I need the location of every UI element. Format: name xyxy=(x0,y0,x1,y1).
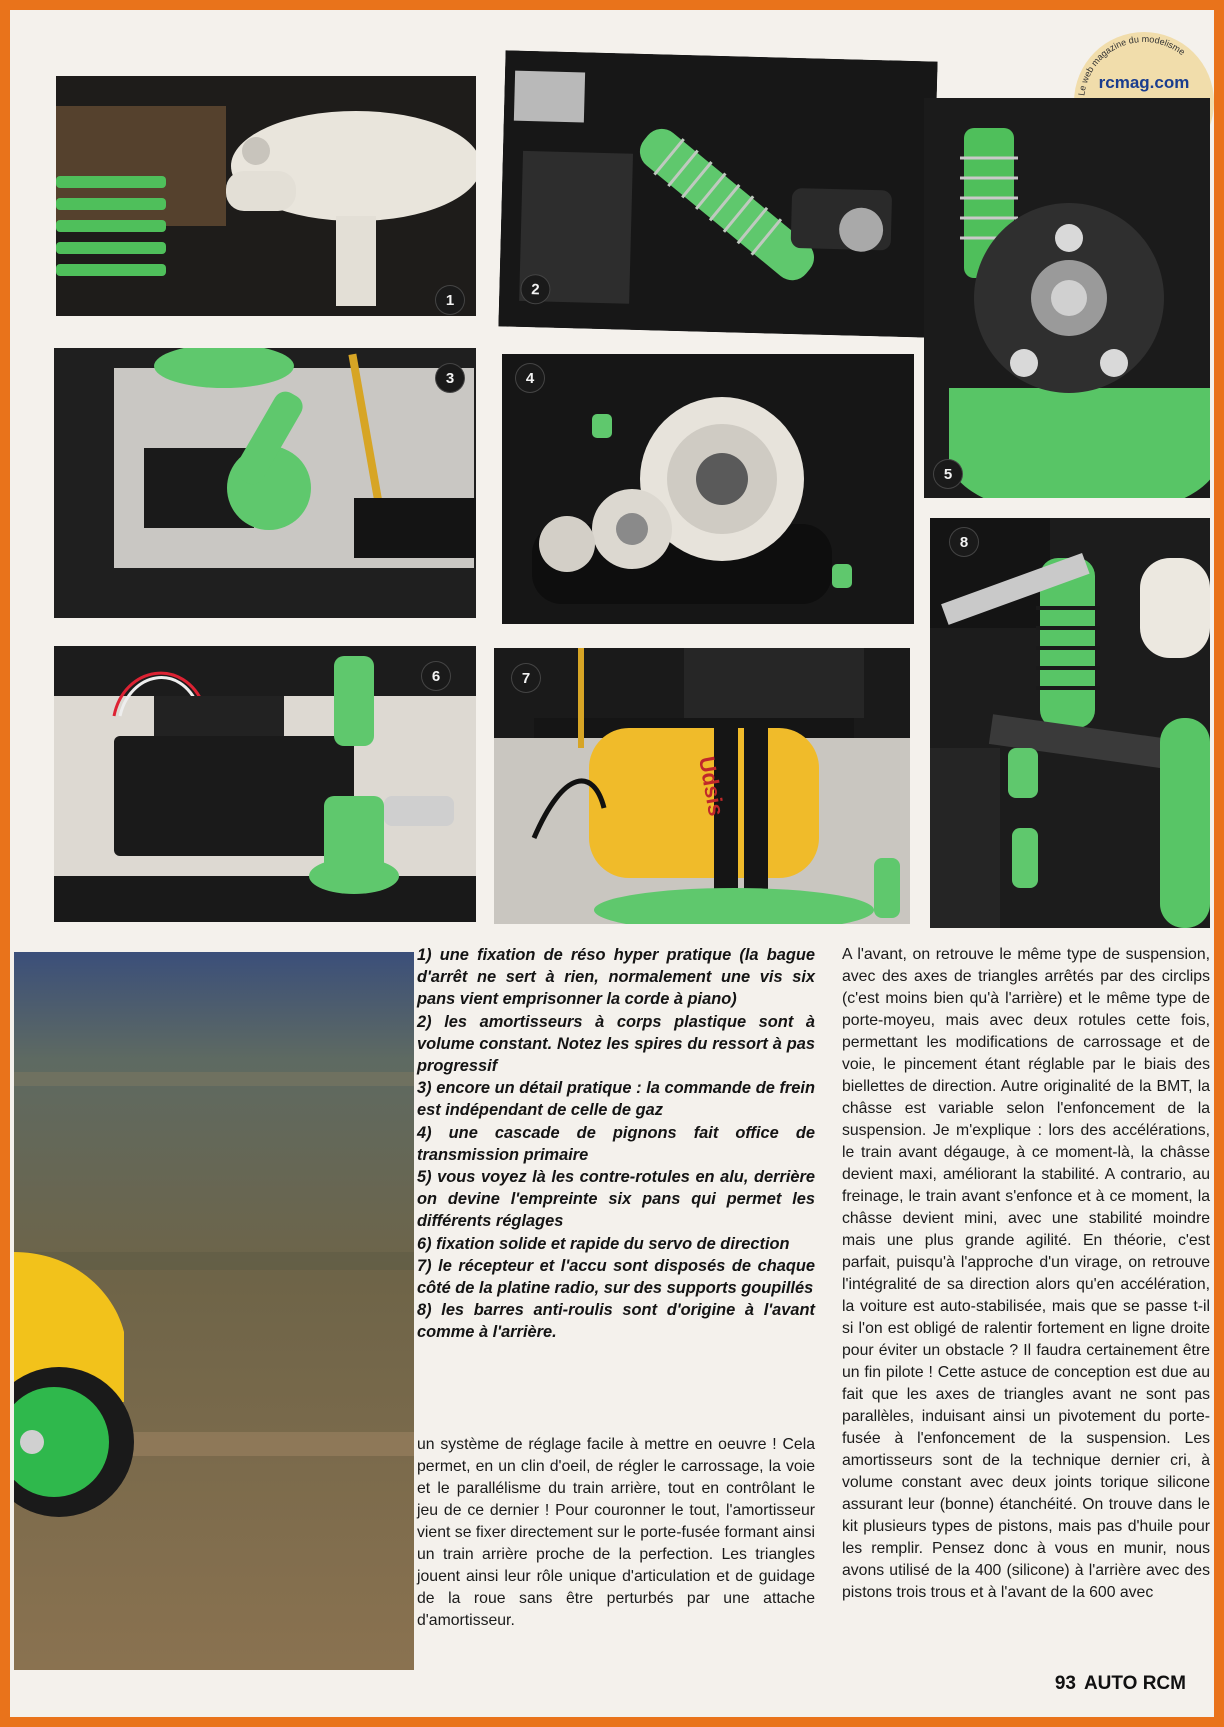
body-paragraph: un système de réglage facile à mettre en oeuvre ! Cela permet, en un clin d'oeil, de régler le carrossage, la voie et le parallélisme du train arrière, tout en contrôlant le jeu de ce dernier ! Pour couronner le tout, l'amortisseur vient se fixer directement sur le porte-fusée formant ainsi un train arrière proche de la perfection. Les triangles jouent ainsi leur rôle unique d'articulation et de guidage de la roue sans être perturbés par une attache d'amortisseur. xyxy=(417,1436,815,1629)
photo-number-2: 2 xyxy=(521,275,550,304)
caption-item xyxy=(417,1166,815,1233)
caption-text: une cascade de pignons fait office de transmission primaire xyxy=(417,1123,815,1164)
caption-number: 3) xyxy=(417,1079,432,1098)
photo7-label: Udsis xyxy=(694,754,730,818)
photo-number-8: 8 xyxy=(950,528,978,556)
magazine-name: AUTO RCM xyxy=(1083,1673,1186,1694)
logo-name: rcmag.com xyxy=(1098,73,1190,92)
photo-car-blur xyxy=(14,952,414,1670)
photo-4 xyxy=(502,354,914,624)
caption-item xyxy=(417,1122,815,1166)
caption-item xyxy=(417,1299,815,1343)
caption-number: 7) xyxy=(417,1256,432,1275)
photo-number-7: 7 xyxy=(512,664,540,692)
caption-number: 8) xyxy=(417,1301,432,1320)
caption-text: fixation solide et rapide du servo de direction xyxy=(436,1234,790,1253)
caption-text: les amortisseurs à corps plastique sont à volume constant. Notez les spires du ressort à pas progressif xyxy=(417,1012,816,1076)
caption-item xyxy=(417,1077,815,1121)
photo-captions xyxy=(417,944,815,1344)
photo-5 xyxy=(924,98,1210,498)
caption-item xyxy=(417,1255,815,1299)
body-paragraph: A l'avant, on retrouve le même type de suspension, avec des axes de triangles arrêtés par des circlips (c'est moins bien qu'à l'arrière) et le même type de porte-moyeu, mais avec deux rotules cette fois, permettant les modifications de carrossage et de voie, le pincement étant réglable par le biais des biellettes de direction. Autre originalité de la BMT, la châsse est variable selon l'enfoncement de la suspension. Je m'explique : lors des accélérations, le train avant dégauge, à ce moment-là, la châsse devient maxi, améliorant la stabilité. A contrario, au freinage, le train avant s'enfonce et à ce moment, la châsse devient mini, avec une stabilité moindre mais une plus grande agilité. En théorie, c'est parfait, puisqu'à l'approche d'un virage, on retrouve l'intégralité de sa direction alors qu'en accélération, la voiture est auto-stabilisée, mais que se passe t-il si l'on est obligé de ralentir fortement en ligne droite pour éviter un obstacle ? Il faudra certainement être un fin pilote ! Cette astuce de conception est due au fait que les axes de triangles avant ne sont pas parallèles, induisant ainsi un pivotement du porte-fusée à l'enfoncement de la suspension. Les amortisseurs sont de la technique dernier cri, à volume constant avec deux joints torique silicone assurant leur (bonne) étanchéité. On trouve dans le kit plusieurs types de pistons, mais pas d'huile pour les remplir. Pensez donc à vous en munir, nous avons utilisé de la 400 (silicone) à l'arrière avec des pistons trois trous et à l'avant de la 600 avec xyxy=(842,946,1210,1601)
caption-item xyxy=(417,1233,815,1255)
caption-number: 1) xyxy=(417,946,432,964)
caption-number: 2) xyxy=(417,1012,432,1031)
photo-number-3: 3 xyxy=(436,364,464,392)
caption-text: une fixation de réso hyper pratique (la bague d'arrêt ne sert à rien, normalement une vis six pans vient emprisonner la corde à piano) xyxy=(417,946,815,1009)
photo-3 xyxy=(54,348,476,618)
caption-text: vous voyez là les contre-rotules en alu, derrière on devine l'empreinte six pans qui permet les différents réglages xyxy=(417,1168,815,1231)
photo-number-5: 5 xyxy=(934,460,962,488)
page-footer xyxy=(1055,1673,1186,1695)
photo-6 xyxy=(54,646,476,922)
caption-text: les barres anti-roulis sont d'origine à l'avant comme à l'arrière. xyxy=(417,1301,815,1342)
body-text-right xyxy=(842,944,1210,1604)
caption-item xyxy=(417,1011,815,1078)
caption-text: le récepteur et l'accu sont disposés de chaque côté de la platine radio, sur des supports goupillés xyxy=(417,1256,815,1298)
caption-number: 5) xyxy=(417,1168,432,1187)
caption-number: 4) xyxy=(417,1123,432,1142)
caption-text: encore un détail pratique : la commande de frein est indépendant de celle de gaz xyxy=(417,1079,815,1120)
photo-1 xyxy=(56,76,476,316)
body-text-middle xyxy=(417,1434,815,1632)
photo-number-4: 4 xyxy=(516,364,544,392)
photo-number-6: 6 xyxy=(422,662,450,690)
photo-7 xyxy=(494,648,910,924)
caption-item xyxy=(417,944,815,1011)
photo-8 xyxy=(930,518,1210,928)
caption-number: 6) xyxy=(417,1234,432,1253)
photo-2 xyxy=(498,50,937,337)
logo-arc-text: Le web magazine du modelisme xyxy=(1076,33,1187,97)
page-number: 93 xyxy=(1054,1673,1076,1694)
photo-number-1: 1 xyxy=(436,286,464,314)
